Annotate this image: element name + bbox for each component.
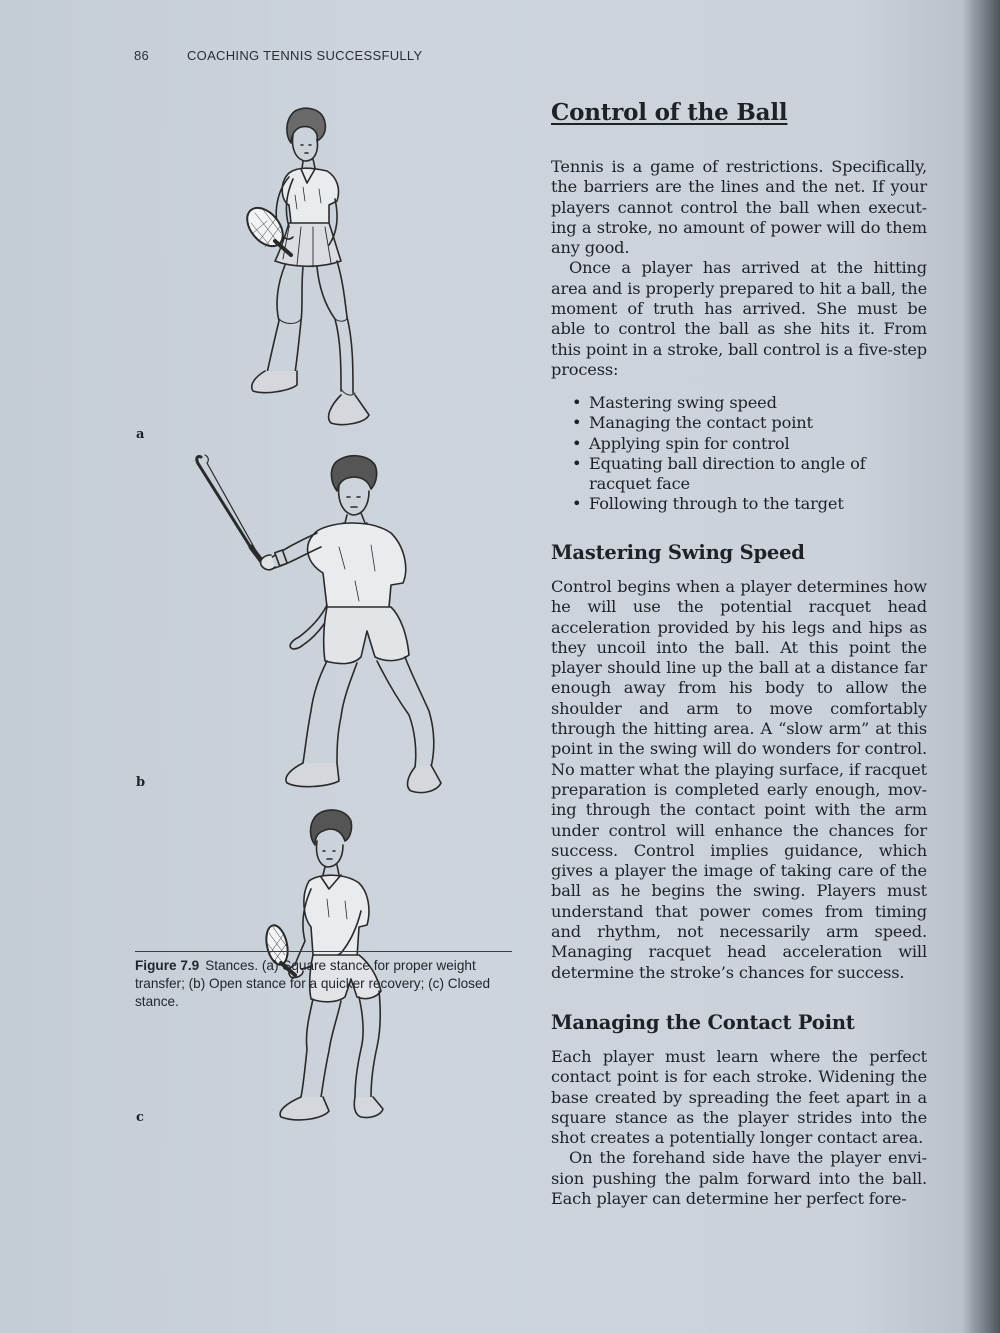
- tennis-player-square-stance-illustration: [245, 105, 355, 440]
- five-step-list: [551, 393, 927, 515]
- panel-label-a: a: [136, 427, 145, 442]
- panel-label-c: c: [136, 1110, 144, 1125]
- page-number: 86: [134, 48, 150, 63]
- section-3-body: [551, 1047, 927, 1209]
- paragraph: Each player must learn where the perfect contact point is for each stroke. Widening the base created by spreading the feet apart in a square stance as the player strides into the shot creates a potentially longer contact area.: [551, 1047, 927, 1148]
- list-item: • Applying spin for control: [572, 433, 790, 453]
- tennis-player-open-stance-illustration: [195, 451, 445, 796]
- subheading-managing-the-contact-point: Managing the Contact Point: [551, 1011, 855, 1034]
- book-title: COACHING TENNIS SUCCESSFULLY: [186, 48, 423, 63]
- bullet-icon: •: [572, 433, 582, 453]
- running-head: [134, 48, 422, 63]
- list-item: • Following through to the target: [572, 494, 844, 514]
- list-item: • Managing the contact point: [572, 413, 813, 433]
- section-1-body: [551, 157, 927, 380]
- paragraph: Control begins when a player determines how he will use the potential racquet head acceleration provided by his legs and hips as they uncoil into the ball. At this point the player should line up the ball at a distance far enough away from his body to allow the shoulder and arm to move comfortably through the hitting area. A “slow arm” at this point in the swing will do wonders for control. No matter what the playing surface, if racquet preparation is completed early enough, mov-ing through the contact point with the arm under control will enhance the chances for success. Control implies guidance, which gives a player the image of taking care of the ball as he begins the swing. Players must understand that power comes from timing and rhythm, not necessarily arm speed. Managing racquet head acceleration will determine the stroke’s chances for success.: [551, 577, 928, 982]
- paragraph: Once a player has arrived at the hitting area and is properly prepared to hit a ball, the moment of truth has arrived. She must be able to control the ball as she hits it. From this point in a stroke, ball control is a five-step process:: [551, 258, 927, 379]
- list-item: • Equating ball direction to angle of racquet face: [572, 453, 866, 494]
- section-heading-control-of-the-ball: Control of the Ball: [551, 99, 788, 126]
- paragraph: On the forehand side have the player envi-sion pushing the palm forward into the ball. Each player can determine her perfect fore-: [551, 1148, 927, 1209]
- panel-label-b: b: [136, 775, 146, 790]
- bullet-icon: •: [572, 494, 582, 514]
- book-spine-shadow: [962, 0, 1000, 1333]
- figure-caption: [135, 957, 513, 1011]
- figure-7-9: [130, 95, 515, 1215]
- subheading-mastering-swing-speed: Mastering Swing Speed: [551, 541, 805, 564]
- bullet-icon: •: [572, 393, 582, 412]
- text-column: [551, 95, 928, 1209]
- figure-caption-text: Stances. (a) Square stance for proper weight transfer; (b) Open stance for a quicker recovery; (c) Closed stance.: [135, 958, 491, 1009]
- caption-rule: [135, 951, 512, 952]
- list-item: • Mastering swing speed: [572, 393, 777, 412]
- bullet-icon: •: [572, 413, 582, 433]
- section-2-body: [551, 577, 927, 983]
- bullet-icon: •: [572, 453, 582, 473]
- figure-number: Figure 7.9: [135, 958, 200, 973]
- paragraph: Tennis is a game of restrictions. Specifically, the barriers are the lines and the net. If your players cannot control the ball when execut-ing a stroke, no amount of power will do them any good.: [551, 157, 927, 258]
